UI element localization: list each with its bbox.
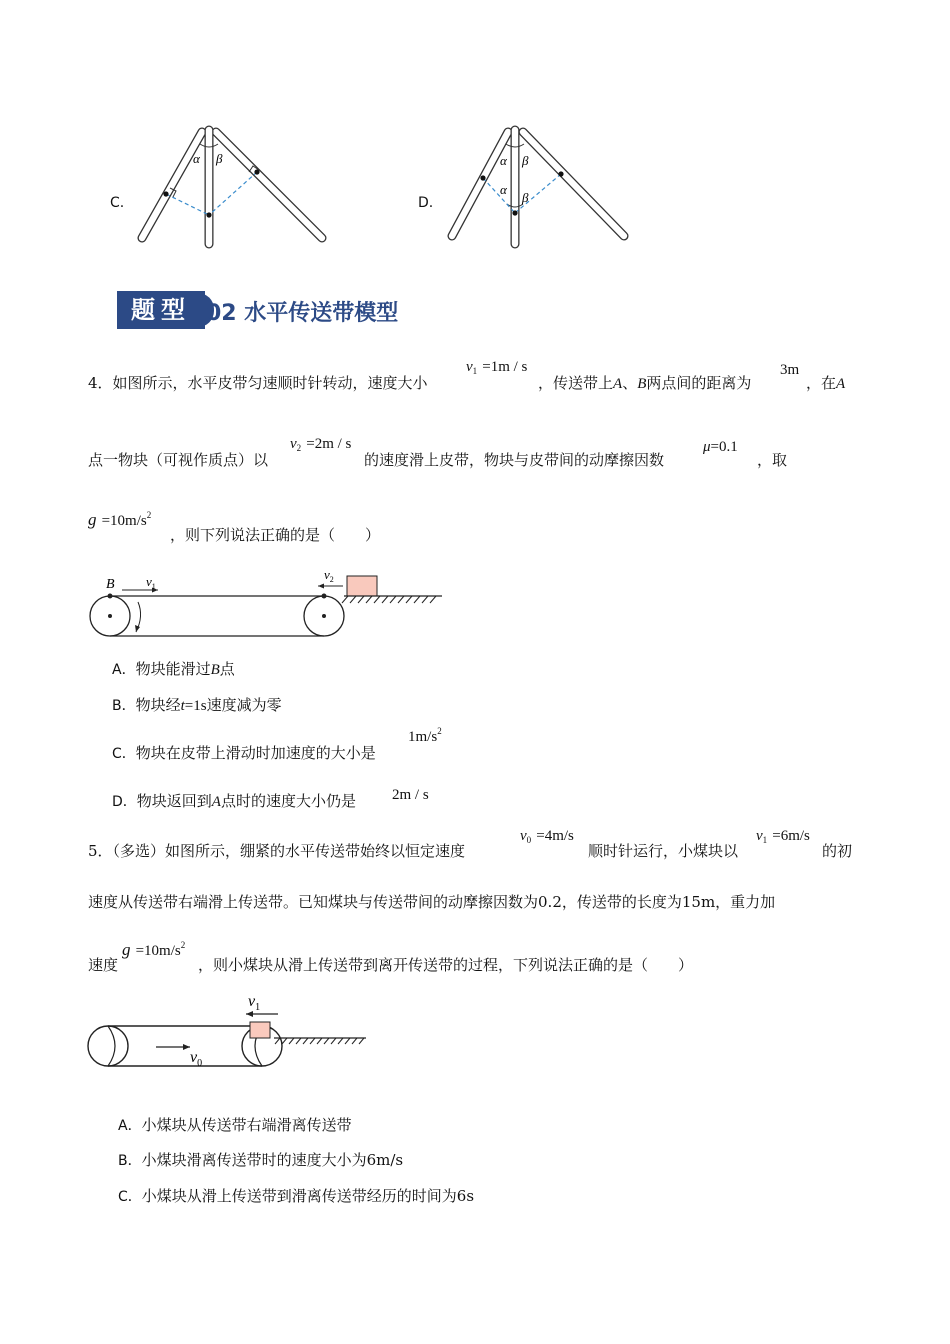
q5-line2: 速度从传送带右端滑上传送带。已知煤块与传送带间的动摩擦因数为0.2，传送带的长度为15m，重力加 bbox=[88, 893, 776, 911]
q5-option-b: B．小煤块滑离传送带时的速度大小为6m/s bbox=[118, 1151, 404, 1169]
q5-line1-mid: 顺时针运行，小煤块以 bbox=[588, 842, 739, 860]
q4-option-d-value: 2m / s bbox=[392, 787, 429, 803]
q4-fig-v2: $v_2$ bbox=[324, 567, 334, 584]
q4-v1-formula: $v_1 =1m / s$ bbox=[466, 359, 528, 376]
q4-option-c: C．物块在皮带上滑动时加速度的大小是 bbox=[112, 744, 376, 762]
option-c-label: C. bbox=[110, 195, 125, 211]
figure-option-d bbox=[440, 120, 640, 250]
q4-v2-formula: $v_2 =2m / s$ bbox=[290, 436, 352, 453]
alpha-label-d2: α bbox=[500, 182, 507, 197]
q4-option-d: D．物块返回到A点时的速度大小仍是 bbox=[112, 792, 356, 810]
q5-line3: ，则小煤块从滑上传送带到离开传送带的过程，下列说法正确的是（ ） bbox=[198, 956, 694, 974]
q4-line1: 4．如图所示，水平皮带匀速顺时针转动，速度大小 bbox=[88, 374, 428, 392]
alpha-label-c: α bbox=[193, 151, 200, 166]
beta-label-d2: β bbox=[522, 190, 529, 205]
q4-line2-end: ，取 bbox=[757, 451, 788, 469]
q5-option-a: A．小煤块从传送带右端滑离传送带 bbox=[118, 1116, 352, 1134]
q4-line2: 点一物块（可视作质点）以 bbox=[88, 451, 269, 469]
q4-line1-end: ，在A bbox=[806, 374, 846, 392]
figure-option-c bbox=[130, 120, 340, 250]
q5-fig-v0: $v_0$ bbox=[190, 1049, 203, 1069]
q4-option-b: B．物块经t=1s速度减为零 bbox=[112, 696, 282, 714]
q4-fig-v1: $v_1$ bbox=[146, 574, 156, 591]
q5-fig-v1: $v_1$ bbox=[248, 993, 261, 1013]
q4-fig-B: B bbox=[106, 577, 115, 592]
q4-g-formula: $g =10m/s^2$ bbox=[88, 510, 152, 529]
alpha-label-d1: α bbox=[500, 153, 507, 168]
q5-v0-formula: $v_0 =4m/s$ bbox=[520, 828, 574, 845]
q5-line3-start: 速度 bbox=[88, 956, 119, 974]
section-title: 02 水平传送带模型 bbox=[206, 301, 399, 326]
section-badge: 题型 bbox=[117, 291, 205, 329]
q4-conveyor-figure bbox=[86, 568, 446, 643]
q4-option-c-value: $1m/s^2$ bbox=[408, 726, 442, 745]
q5-v1-formula: $v_1 =6m/s$ bbox=[756, 828, 810, 845]
q4-mu-formula: μ=0.1 bbox=[703, 439, 738, 455]
q5-option-c: C．小煤块从滑上传送带到滑离传送带经历的时间为6s bbox=[118, 1187, 475, 1205]
q5-line1: 5．（多选）如图所示，绷紧的水平传送带始终以恒定速度 bbox=[88, 842, 466, 860]
q4-option-a: A．物块能滑过B点 bbox=[112, 660, 235, 678]
q4-line1-rest: ，传送带上A、B两点间的距离为 bbox=[538, 374, 752, 392]
beta-label-c: β bbox=[216, 151, 223, 166]
q5-line1-end: 的初 bbox=[822, 842, 853, 860]
q5-g-formula: $g =10m/s^2$ bbox=[122, 940, 186, 959]
option-d-label: D. bbox=[418, 195, 434, 211]
q4-line3: ，则下列说法正确的是（ ） bbox=[170, 526, 381, 544]
q4-distance: 3m bbox=[780, 362, 800, 378]
q5-conveyor-figure bbox=[86, 990, 371, 1082]
beta-label-d1: β bbox=[522, 153, 529, 168]
q4-line2-mid: 的速度滑上皮带，物块与皮带间的动摩擦因数 bbox=[364, 451, 665, 469]
